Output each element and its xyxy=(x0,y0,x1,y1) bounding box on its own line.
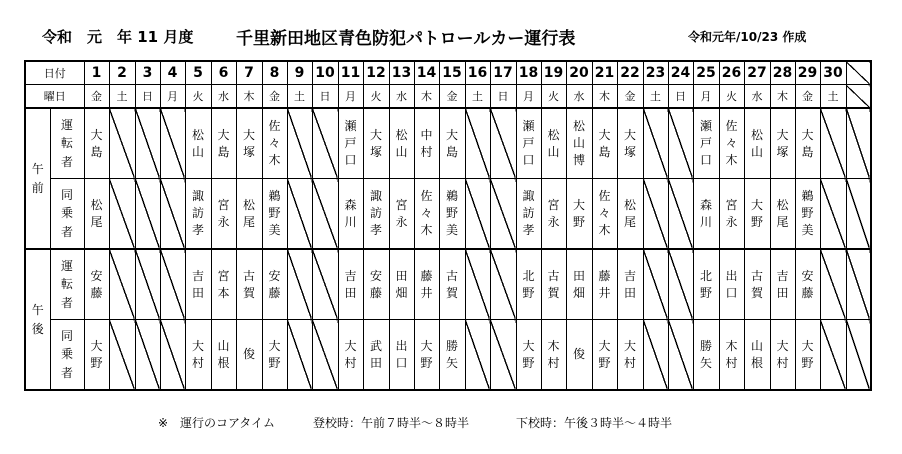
date-cell: 26 xyxy=(719,61,744,85)
pm-driver-cell: 古 賀 xyxy=(744,249,770,320)
no-patrol-slash xyxy=(820,179,846,250)
pm-passenger-cell: 木 村 xyxy=(719,320,744,391)
weekday-cell: 日 xyxy=(135,85,160,109)
am-driver-cell: 大 島 xyxy=(84,108,109,179)
role-passenger-label: 同 乗 者 xyxy=(50,179,84,250)
am-driver-cell: 瀬 戸 口 xyxy=(516,108,541,179)
page-title: 千里新田地区青色防犯パトロールカー運行表 xyxy=(236,29,576,49)
pm-driver-cell: 田 畑 xyxy=(389,249,414,320)
no-patrol-slash xyxy=(820,249,846,320)
no-patrol-slash xyxy=(643,179,668,250)
date-cell: 12 xyxy=(363,61,389,85)
pm-passenger-cell: 大 野 xyxy=(516,320,541,391)
am-driver-cell: 大 島 xyxy=(211,108,236,179)
header xyxy=(0,26,902,56)
date-cell: 16 xyxy=(465,61,490,85)
date-cell: 20 xyxy=(566,61,592,85)
role-passenger-label: 同 乗 者 xyxy=(50,320,84,391)
pm-driver-cell: 安 藤 xyxy=(262,249,287,320)
weekday-cell: 木 xyxy=(414,85,439,109)
am-passenger-cell: 鵜 野 美 xyxy=(439,179,465,250)
am-passenger-cell: 森 川 xyxy=(338,179,363,250)
weekday-cell: 火 xyxy=(363,85,389,109)
pm-driver-cell: 藤 井 xyxy=(592,249,617,320)
pm-driver-cell: 吉 田 xyxy=(185,249,211,320)
no-patrol-slash xyxy=(312,320,338,391)
am-passenger-cell: 大 野 xyxy=(744,179,770,250)
weekday-cell: 土 xyxy=(820,85,846,109)
weekday-cell: 木 xyxy=(592,85,617,109)
pm-passenger-cell: 木 村 xyxy=(541,320,566,391)
no-patrol-slash xyxy=(643,108,668,179)
afternoon-label: 午 後 xyxy=(25,249,50,390)
am-driver-cell: 瀬 戸 口 xyxy=(693,108,719,179)
no-patrol-slash xyxy=(668,179,693,250)
no-patrol-slash xyxy=(846,179,871,250)
am-passenger-cell: 佐 々 木 xyxy=(592,179,617,250)
no-patrol-slash xyxy=(465,320,490,391)
weekday-header-label: 曜日 xyxy=(25,85,84,109)
pm-passenger-cell: 勝 矢 xyxy=(693,320,719,391)
pm-driver-cell: 宮 本 xyxy=(211,249,236,320)
no-patrol-slash xyxy=(668,320,693,391)
am-driver-cell: 瀬 戸 口 xyxy=(338,108,363,179)
no-patrol-slash xyxy=(846,249,871,320)
no-patrol-slash xyxy=(312,179,338,250)
no-patrol-slash xyxy=(109,249,135,320)
date-cell: 23 xyxy=(643,61,668,85)
pm-passenger-cell: 大 野 xyxy=(592,320,617,391)
no-patrol-slash xyxy=(135,249,160,320)
created-date: 令和元年/10/23 作成 xyxy=(688,30,807,44)
date-header-label: 日付 xyxy=(25,61,84,85)
pm-passenger-cell: 武 田 xyxy=(363,320,389,391)
period-label: 令和 元 年 11 月度 xyxy=(42,28,194,46)
no-patrol-slash xyxy=(846,108,871,179)
morning-label: 午 前 xyxy=(25,108,50,249)
pm-passenger-cell: 俊 xyxy=(566,320,592,391)
pm-driver-cell: 吉 田 xyxy=(338,249,363,320)
am-passenger-cell: 宮 永 xyxy=(211,179,236,250)
date-cell: 24 xyxy=(668,61,693,85)
am-driver-cell: 佐 々 木 xyxy=(262,108,287,179)
no-patrol-slash xyxy=(490,249,516,320)
am-passenger-cell: 鵜 野 美 xyxy=(262,179,287,250)
no-patrol-slash xyxy=(135,179,160,250)
no-patrol-slash xyxy=(465,108,490,179)
no-patrol-slash xyxy=(160,108,185,179)
date-cell: 6 xyxy=(211,61,236,85)
pm-passenger-cell: 大 野 xyxy=(795,320,820,391)
pm-driver-cell: 安 藤 xyxy=(84,249,109,320)
morning-core-time: 登校時：午前７時半～８時半 xyxy=(313,416,470,430)
date-cell: 27 xyxy=(744,61,770,85)
weekday-cell: 月 xyxy=(338,85,363,109)
weekday-cell: 水 xyxy=(566,85,592,109)
date-cell: 14 xyxy=(414,61,439,85)
no-patrol-slash xyxy=(109,179,135,250)
core-time-note: ※ 運行のコアタイム xyxy=(158,416,275,430)
am-passenger-cell: 大 野 xyxy=(566,179,592,250)
date-cell: 1 xyxy=(84,61,109,85)
no-patrol-slash xyxy=(109,320,135,391)
am-driver-cell: 松 山 博 xyxy=(566,108,592,179)
pm-driver-cell: 北 野 xyxy=(693,249,719,320)
pm-passenger-cell: 大 野 xyxy=(84,320,109,391)
weekday-cell: 土 xyxy=(109,85,135,109)
date-cell: 13 xyxy=(389,61,414,85)
pm-passenger-cell: 勝 矢 xyxy=(439,320,465,391)
date-cell: 30 xyxy=(820,61,846,85)
am-passenger-cell: 諏 訪 孝 xyxy=(516,179,541,250)
weekday-cell: 火 xyxy=(541,85,566,109)
am-driver-cell: 佐 々 木 xyxy=(719,108,744,179)
weekday-cell: 土 xyxy=(643,85,668,109)
am-passenger-cell: 佐 々 木 xyxy=(414,179,439,250)
weekday-cell: 月 xyxy=(693,85,719,109)
am-driver-cell: 大 島 xyxy=(592,108,617,179)
weekday-cell: 水 xyxy=(744,85,770,109)
pm-driver-cell: 吉 田 xyxy=(617,249,643,320)
pm-passenger-cell: 大 野 xyxy=(414,320,439,391)
patrol-schedule-table xyxy=(24,60,872,391)
pm-driver-cell: 出 口 xyxy=(719,249,744,320)
date-cell: 10 xyxy=(312,61,338,85)
date-cell: 17 xyxy=(490,61,516,85)
am-passenger-cell: 宮 永 xyxy=(541,179,566,250)
am-driver-cell: 松 山 xyxy=(744,108,770,179)
pm-driver-cell: 田 畑 xyxy=(566,249,592,320)
am-driver-cell: 大 塚 xyxy=(770,108,795,179)
am-passenger-cell: 松 尾 xyxy=(236,179,262,250)
weekday-cell: 水 xyxy=(211,85,236,109)
no-patrol-slash xyxy=(668,108,693,179)
pm-passenger-cell: 俊 xyxy=(236,320,262,391)
pm-passenger-cell: 出 口 xyxy=(389,320,414,391)
am-driver-cell: 大 塚 xyxy=(617,108,643,179)
date-cell: 8 xyxy=(262,61,287,85)
no-patrol-slash xyxy=(668,249,693,320)
date-cell: 4 xyxy=(160,61,185,85)
date-cell: 22 xyxy=(617,61,643,85)
date-cell: 3 xyxy=(135,61,160,85)
pm-passenger-cell: 大 野 xyxy=(262,320,287,391)
no-patrol-slash xyxy=(287,108,312,179)
no-patrol-slash xyxy=(160,320,185,391)
date-cell: 5 xyxy=(185,61,211,85)
weekday-cell: 月 xyxy=(160,85,185,109)
am-passenger-cell: 森 川 xyxy=(693,179,719,250)
am-passenger-cell: 諏 訪 孝 xyxy=(363,179,389,250)
pm-passenger-cell: 大 村 xyxy=(185,320,211,391)
no-patrol-slash xyxy=(109,108,135,179)
date-cell: 29 xyxy=(795,61,820,85)
am-passenger-cell: 松 尾 xyxy=(84,179,109,250)
weekday-cell: 水 xyxy=(389,85,414,109)
role-driver-label: 運 転 者 xyxy=(50,249,84,320)
pm-passenger-cell: 大 村 xyxy=(338,320,363,391)
weekday-cell: 火 xyxy=(185,85,211,109)
weekday-cell: 金 xyxy=(795,85,820,109)
no-patrol-slash xyxy=(135,320,160,391)
pm-passenger-cell: 山 根 xyxy=(211,320,236,391)
weekday-cell: 日 xyxy=(668,85,693,109)
pm-passenger-cell: 大 村 xyxy=(770,320,795,391)
weekday-cell: 月 xyxy=(516,85,541,109)
no-patrol-slash xyxy=(287,179,312,250)
pm-passenger-cell: 大 村 xyxy=(617,320,643,391)
weekday-cell: 日 xyxy=(490,85,516,109)
pm-driver-cell: 古 賀 xyxy=(541,249,566,320)
pm-driver-cell: 古 賀 xyxy=(236,249,262,320)
no-patrol-slash xyxy=(465,249,490,320)
am-driver-cell: 大 塚 xyxy=(363,108,389,179)
am-passenger-cell: 諏 訪 孝 xyxy=(185,179,211,250)
no-patrol-slash xyxy=(490,108,516,179)
pm-driver-cell: 吉 田 xyxy=(770,249,795,320)
date-cell: 11 xyxy=(338,61,363,85)
no-patrol-slash xyxy=(465,179,490,250)
pm-driver-cell: 古 賀 xyxy=(439,249,465,320)
unused-day-slash xyxy=(846,61,871,85)
no-patrol-slash xyxy=(160,249,185,320)
weekday-cell: 金 xyxy=(84,85,109,109)
date-cell: 7 xyxy=(236,61,262,85)
date-cell: 18 xyxy=(516,61,541,85)
no-patrol-slash xyxy=(490,320,516,391)
pm-driver-cell: 藤 井 xyxy=(414,249,439,320)
am-driver-cell: 大 塚 xyxy=(236,108,262,179)
no-patrol-slash xyxy=(287,249,312,320)
no-patrol-slash xyxy=(643,320,668,391)
no-patrol-slash xyxy=(287,320,312,391)
weekday-cell: 土 xyxy=(287,85,312,109)
am-driver-cell: 松 山 xyxy=(185,108,211,179)
weekday-cell: 火 xyxy=(719,85,744,109)
unused-day-slash xyxy=(846,85,871,109)
pm-driver-cell: 安 藤 xyxy=(363,249,389,320)
date-cell: 25 xyxy=(693,61,719,85)
am-passenger-cell: 宮 永 xyxy=(389,179,414,250)
date-cell: 19 xyxy=(541,61,566,85)
role-driver-label: 運 転 者 xyxy=(50,108,84,179)
am-driver-cell: 松 山 xyxy=(389,108,414,179)
pm-driver-cell: 安 藤 xyxy=(795,249,820,320)
no-patrol-slash xyxy=(160,179,185,250)
no-patrol-slash xyxy=(820,320,846,391)
weekday-cell: 金 xyxy=(262,85,287,109)
am-driver-cell: 大 島 xyxy=(795,108,820,179)
am-passenger-cell: 宮 永 xyxy=(719,179,744,250)
am-driver-cell: 松 山 xyxy=(541,108,566,179)
weekday-cell: 金 xyxy=(617,85,643,109)
date-cell: 21 xyxy=(592,61,617,85)
pm-passenger-cell: 山 根 xyxy=(744,320,770,391)
weekday-cell: 木 xyxy=(236,85,262,109)
date-cell: 9 xyxy=(287,61,312,85)
weekday-cell: 金 xyxy=(439,85,465,109)
date-cell: 28 xyxy=(770,61,795,85)
no-patrol-slash xyxy=(846,320,871,391)
no-patrol-slash xyxy=(135,108,160,179)
am-driver-cell: 大 島 xyxy=(439,108,465,179)
am-passenger-cell: 松 尾 xyxy=(617,179,643,250)
weekday-cell: 日 xyxy=(312,85,338,109)
am-passenger-cell: 松 尾 xyxy=(770,179,795,250)
afternoon-core-time: 下校時：午後３時半～４時半 xyxy=(516,416,673,430)
am-driver-cell: 中 村 xyxy=(414,108,439,179)
date-cell: 2 xyxy=(109,61,135,85)
no-patrol-slash xyxy=(820,108,846,179)
weekday-cell: 土 xyxy=(465,85,490,109)
no-patrol-slash xyxy=(312,108,338,179)
weekday-cell: 木 xyxy=(770,85,795,109)
no-patrol-slash xyxy=(643,249,668,320)
no-patrol-slash xyxy=(312,249,338,320)
no-patrol-slash xyxy=(490,179,516,250)
date-cell: 15 xyxy=(439,61,465,85)
pm-driver-cell: 北 野 xyxy=(516,249,541,320)
am-passenger-cell: 鵜 野 美 xyxy=(795,179,820,250)
